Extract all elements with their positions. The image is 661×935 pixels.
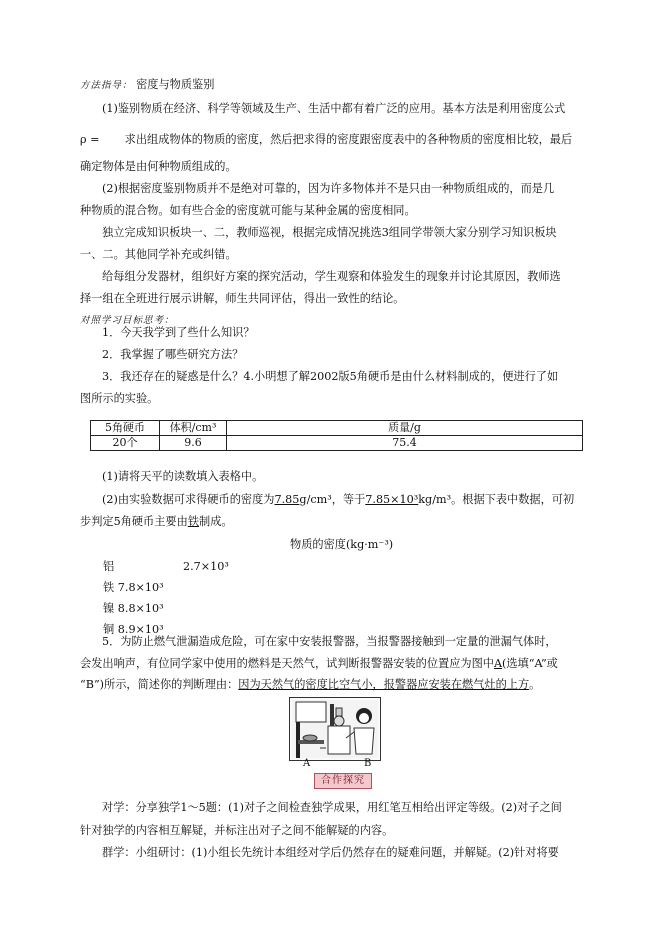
group-study-line1: 群学：小组研讨：(1)小组长先统计本组经对学后仍然存在的疑难问题，并解疑。(2)针对将要 (102, 846, 559, 859)
q5-line1: 5．为防止燃气泄漏造成危险，可在家中安装报警器，当报警器接触到一定量的泄漏气体时， (102, 635, 557, 648)
density-name: 铜 (103, 623, 115, 636)
density-row (103, 556, 229, 577)
reflection-q3a: 3．我还存在的疑惑是什么？4.小明想了解2002版5角硬币是由什么材料制成的，便进行了如 (102, 370, 559, 383)
q4-sub1: (1)请将天平的读数填入表格中。 (102, 470, 264, 483)
q5-line3-post: 。 (529, 678, 541, 691)
coin-table (90, 420, 583, 451)
q4-sub3-post: 制成。 (199, 515, 233, 528)
q5-line3-pre: “B”)所示，简述你的判断理由： (80, 678, 239, 691)
method-paragraph-1b-text: 求出组成物体的物质的密度，然后把求得的密度跟密度表中的各种物质的密度相比较，最后 (124, 133, 573, 146)
q4-answer-density-kgm3: 7.85×10³ (365, 493, 419, 506)
method-heading (80, 74, 586, 96)
density-formula: ρ = (80, 133, 100, 146)
table-cell: 75.4 (227, 436, 583, 451)
q4-sub2-post: kg/m³。根据下表中数据，可初 (418, 493, 575, 506)
table-header-cell: 体积/cm³ (160, 421, 227, 436)
method-paragraph-1c: 确定物体是由何种物质组成的。 (80, 160, 237, 173)
reflection-label: 对照学习目标思考： (80, 315, 175, 326)
density-row (103, 598, 164, 619)
table-header-cell: 5角硬币 (91, 421, 160, 436)
activity-b-line1: 给每组分发器材，组织好方案的探究活动，学生观察和体验发生的现象并讨论其原因，教师选 (102, 270, 561, 283)
kitchen-alarm-figure (289, 697, 381, 761)
method-paragraph-1a: (1)鉴别物质在经济、科学等领域及生产、生活中都有着广泛的应用。基本方法是利用密度公式 (102, 102, 566, 115)
kitchen-illustration (290, 698, 380, 760)
method-title: 密度与物质鉴别 (136, 78, 215, 91)
figure-label-a: A (303, 758, 311, 769)
density-value: 7.8×10³ (117, 581, 164, 594)
activity-a-line1: 独立完成知识板块一、二，教师巡视，根据完成情况挑选3组同学带领大家分别学习知识板块 (102, 226, 557, 239)
density-value: 2.7×10³ (183, 560, 229, 573)
reflection-q1: 1．今天我学到了些什么知识？ (102, 326, 255, 339)
q5-line2-post: (选填“A”或 (502, 657, 558, 670)
density-row (103, 577, 164, 598)
pair-study-line1: 对学：分享独学1～5题：(1)对子之间检查独学成果，用红笔互相给出评定等级。(2)对子之间 (102, 801, 562, 814)
q4-answer-density-gcm3: 7.85 (274, 493, 300, 506)
density-name: 铝 (103, 560, 115, 573)
density-name: 铁 (103, 581, 115, 594)
table-header-row (91, 421, 583, 436)
method-label: 方法指导： (80, 80, 133, 91)
figure-label-b: B (364, 758, 372, 769)
activity-a-line2: 一、二。其他同学补充或纠错。 (80, 248, 237, 261)
pair-study-line2: 针对独学的内容相互解疑，并标注出对子之间不能解疑的内容。 (80, 824, 394, 837)
section-stamp: 合作探究 (314, 773, 372, 789)
method-paragraph-2a: (2)根据密度鉴别物质并不是绝对可靠的，因为许多物体并不是只由一种物质组成的，而是几 (102, 182, 555, 195)
table-header-cell: 质量/g (227, 421, 583, 436)
q5-line2 (80, 653, 586, 674)
reflection-q2: 2．我掌握了哪些研究方法？ (102, 348, 244, 361)
method-paragraph-1b (80, 129, 586, 150)
table-cell: 20个 (91, 436, 160, 451)
density-value: 8.8×10³ (117, 602, 164, 615)
q5-line3 (80, 674, 586, 695)
q5-line2-pre: 会发出响声，有位同学家中使用的燃料是天然气，试判断报警器安装的位置应为图中 (80, 657, 494, 670)
method-paragraph-2b: 种物质的混合物。如有些合金的密度就可能与某种金属的密度相同。 (80, 204, 416, 217)
q5-answer-reason: 因为天然气的密度比空气小，报警器应安装在燃气灶的上方 (238, 678, 530, 691)
q4-sub2-pre: (2)由实验数据可求得硬币的密度为 (102, 493, 275, 506)
density-table-title: 物质的密度(kg·m⁻³) (290, 538, 394, 551)
table-cell: 9.6 (160, 436, 227, 451)
density-value: 8.9×10³ (117, 623, 164, 636)
q4-sub3 (80, 511, 586, 532)
q4-sub2-mid: g/cm³，等于 (299, 493, 366, 506)
q4-sub3-pre: 步判定5角硬币主要由 (80, 515, 188, 528)
q5-answer-position: A (493, 657, 503, 670)
q4-answer-material: 铁 (187, 515, 200, 528)
table-row (91, 436, 583, 451)
density-name: 镍 (103, 602, 115, 615)
activity-b-line2: 择一组在全班进行展示讲解，师生共同评估，得出一致性的结论。 (80, 292, 405, 305)
reflection-q3b: 图所示的实验。 (80, 392, 159, 405)
q4-sub2 (80, 489, 586, 510)
